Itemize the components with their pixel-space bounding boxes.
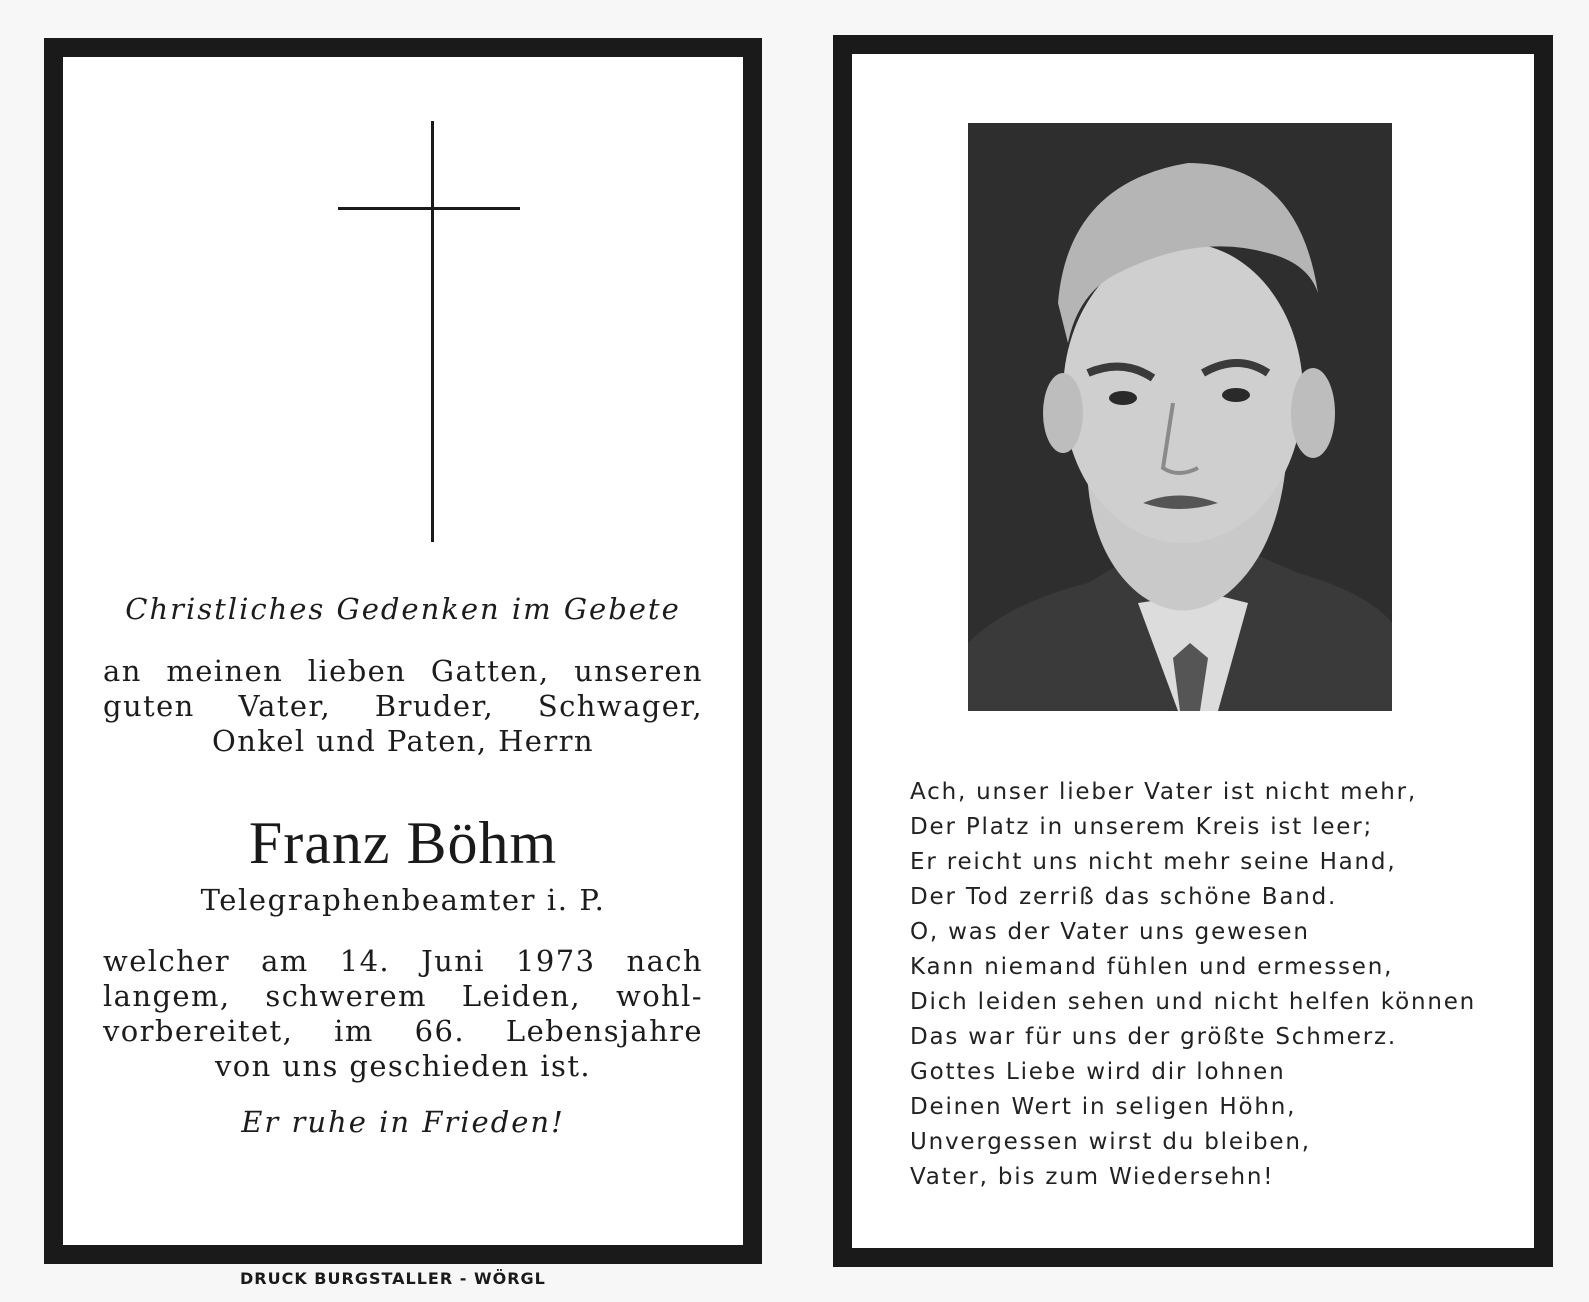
death-notice-line: langem, schwerem Leiden, wohl- <box>103 979 703 1013</box>
memorial-card-back <box>833 35 1553 1267</box>
dedication-line: an meinen lieben Gatten, unseren <box>103 654 703 688</box>
poem-line: Kann niemand fühlen und ermessen, <box>910 954 1394 980</box>
deceased-name: Franz Böhm <box>248 810 558 876</box>
poem-line: Vater, bis zum Wiedersehn! <box>910 1164 1275 1190</box>
death-notice-text <box>103 944 703 1084</box>
memorial-card-front <box>44 38 762 1264</box>
poem-line: Ach, unser lieber Vater ist nicht mehr, <box>910 779 1417 805</box>
death-notice-line: welcher am 14. Juni 1973 nach <box>103 944 703 978</box>
memorial-heading: Christliches Gedenken im Gebete <box>125 592 681 626</box>
cross-icon-bar <box>338 207 520 210</box>
poem-line: Dich leiden sehen und nicht helfen können <box>910 989 1477 1015</box>
poem-line: Der Platz in unserem Kreis ist leer; <box>910 814 1374 840</box>
poem-line: O, was der Vater uns gewesen <box>910 919 1310 945</box>
portrait-photo <box>968 123 1392 711</box>
portrait-photo-image <box>968 123 1392 711</box>
deceased-title: Telegraphenbeamter i. P. <box>200 883 606 917</box>
poem-line: Der Tod zerriß das schöne Band. <box>910 884 1338 910</box>
closing-blessing: Er ruhe in Frieden! <box>241 1105 565 1139</box>
dedication-line: guten Vater, Bruder, Schwager, <box>103 689 703 723</box>
poem-line: Gottes Liebe wird dir lohnen <box>910 1059 1286 1085</box>
poem-line: Er reicht uns nicht mehr seine Hand, <box>910 849 1397 875</box>
memorial-poem <box>910 775 1477 1195</box>
death-notice-line: vorbereitet, im 66. Lebensjahre <box>103 1014 703 1048</box>
printer-imprint: DRUCK BURGSTALLER - WÖRGL <box>240 1269 546 1288</box>
death-notice-line: von uns geschieden ist. <box>214 1049 591 1083</box>
poem-line: Das war für uns der größte Schmerz. <box>910 1024 1397 1050</box>
dedication-text <box>103 654 703 759</box>
cross-icon <box>431 121 434 542</box>
dedication-line: Onkel und Paten, Herrn <box>212 724 594 758</box>
poem-line: Deinen Wert in seligen Höhn, <box>910 1094 1297 1120</box>
poem-line: Unvergessen wirst du bleiben, <box>910 1129 1311 1155</box>
